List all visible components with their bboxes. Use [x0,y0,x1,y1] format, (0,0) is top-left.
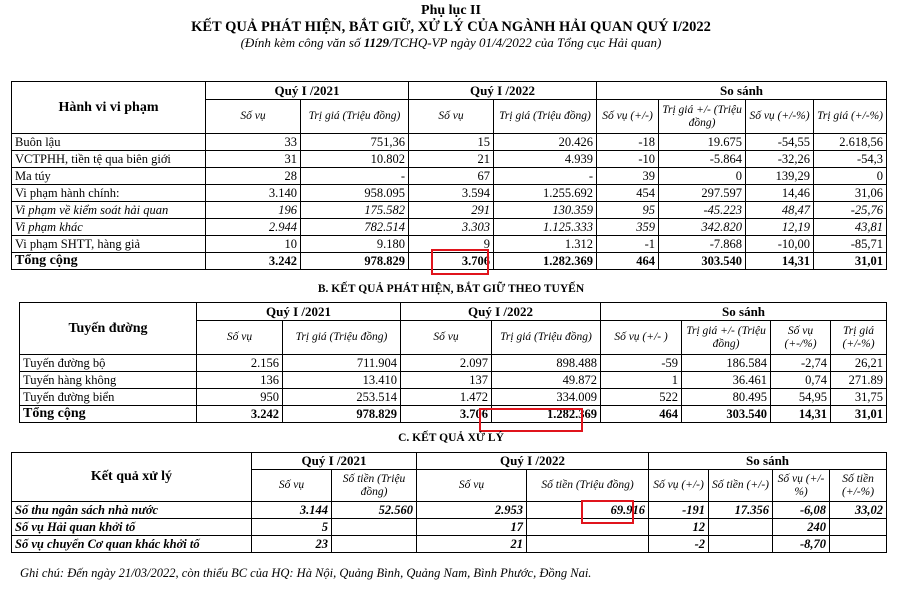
table-row [12,202,887,219]
table-cell: 1.125.333 [494,219,597,236]
table-cell: 303.540 [659,253,746,270]
table-cell: 9.180 [301,236,409,253]
table-cell [830,536,887,553]
table-cell: 751,36 [301,134,409,151]
table-cell: 80.495 [682,389,771,406]
table-cell: - [301,168,409,185]
table-row [12,536,887,553]
q1-2022-header: Quý I /2022 [409,82,597,100]
table-cell: 13.410 [283,372,401,389]
row-label: Buôn lậu [12,134,206,151]
sub-header: Số tiền (+/-%) [830,470,887,502]
footnote: Ghi chú: Đến ngày 21/03/2022, còn thiếu BC của HQ: Hà Nội, Quảng Bình, Quảng Nam, Bình Phước, Đồng Nai. [20,566,592,580]
table-row [12,502,887,519]
table-cell: 15 [409,134,494,151]
table-cell: 17 [417,519,527,536]
table-cell: 1.282.369 [492,406,601,423]
table-cell: 23 [252,536,332,553]
table-row [12,519,887,536]
table-cell: 67 [409,168,494,185]
table-cell: 898.488 [492,355,601,372]
table-cell: 10 [206,236,301,253]
table-cell: 0,74 [771,372,831,389]
table-cell: 0 [659,168,746,185]
table-cell: 139,29 [746,168,814,185]
table-cell: -54,55 [746,134,814,151]
table-cell: 20.426 [494,134,597,151]
row-label: Số vụ chuyển Cơ quan khác khởi tố [12,536,252,553]
table-cell [527,536,649,553]
table-cell: 3.242 [206,253,301,270]
table-cell [332,536,417,553]
table-cell: 14,31 [771,406,831,423]
table-cell: 175.582 [301,202,409,219]
table-cell: - [494,168,597,185]
table-cell: -32,26 [746,151,814,168]
table-row [12,134,887,151]
table-cell: 359 [597,219,659,236]
table-cell: -10 [597,151,659,168]
table-cell: 782.514 [301,219,409,236]
table-cell: 12,19 [746,219,814,236]
sub-header: Số vụ [401,321,492,355]
table-cell [709,519,773,536]
row-label: Vi phạm khác [12,219,206,236]
sub-header: Trị giá +/- (Triệu đồng) [659,100,746,134]
table-row [20,389,887,406]
route-header: Tuyến đường [20,303,197,355]
table-cell: 3.242 [197,406,283,423]
table-cell: 21 [409,151,494,168]
table-cell: -2 [649,536,709,553]
table-cell: 342.820 [659,219,746,236]
handling-results-table [11,452,887,553]
table-cell: 464 [597,253,659,270]
row-label: Vi phạm hành chính: [12,185,206,202]
table-cell: 31,06 [814,185,887,202]
table-cell: 3.303 [409,219,494,236]
table-cell: 43,81 [814,219,887,236]
table-cell: -2,74 [771,355,831,372]
row-label: VCTPHH, tiền tệ qua biên giới [12,151,206,168]
table-cell: -5.864 [659,151,746,168]
row-label: Tuyến đường biển [20,389,197,406]
comparison-header: So sánh [649,453,887,470]
sub-header: Trị giá (+/-%) [814,100,887,134]
table-cell: 464 [601,406,682,423]
row-label: Số vụ Hải quan khởi tố [12,519,252,536]
sub-header: Trị giá (Triệu đồng) [494,100,597,134]
table-cell: 52.560 [332,502,417,519]
table-row [20,406,887,423]
table-cell: 2.944 [206,219,301,236]
table-cell: 5 [252,519,332,536]
table-cell: 3.140 [206,185,301,202]
sub-header: Số vụ [409,100,494,134]
sub-header: Số vụ (+-/%) [771,321,831,355]
table-cell: 31,01 [814,253,887,270]
row-label: Ma túy [12,168,206,185]
table-cell: 39 [597,168,659,185]
table-cell: 54,95 [771,389,831,406]
table-cell: 3.594 [409,185,494,202]
table-cell: 1.282.369 [494,253,597,270]
document-subtitle: (Đính kèm công văn số 1129/TCHQ-VP ngày 01/4/2022 của Tổng cục Hải quan) [240,35,662,50]
highlight-box [581,500,634,524]
section-b-title: B. KẾT QUẢ PHÁT HIỆN, BẮT GIỮ THEO TUYẾN [317,283,585,295]
table-cell: 130.359 [494,202,597,219]
table-cell: -10,00 [746,236,814,253]
table-cell: 3.144 [252,502,332,519]
table-cell: 0 [814,168,887,185]
sub-header: Số vụ (+/-) [597,100,659,134]
q1-2021-header: Quý I /2021 [252,453,417,470]
table-cell: 978.829 [283,406,401,423]
table-cell: -8,70 [773,536,830,553]
table-cell: 19.675 [659,134,746,151]
table-row [12,219,887,236]
table-cell: 21 [417,536,527,553]
table-cell: 1.312 [494,236,597,253]
violations-table [11,81,887,270]
table-cell: 1.255.692 [494,185,597,202]
table-cell: 958.095 [301,185,409,202]
table-cell: -54,3 [814,151,887,168]
result-header: Kết quả xử lý [12,453,252,502]
q1-2022-header: Quý I /2022 [417,453,649,470]
table-row [20,372,887,389]
table-cell: 4.939 [494,151,597,168]
table-cell: 136 [197,372,283,389]
sub-header: Trị giá +/- (Triệu đồng) [682,321,771,355]
highlight-box [479,408,583,432]
table-cell: 186.584 [682,355,771,372]
sub-header: Số vụ (+/-) [649,470,709,502]
appendix-label: Phụ lục II [421,3,481,18]
table-cell: 31,01 [831,406,887,423]
table-cell: 26,21 [831,355,887,372]
row-label: Vi phạm về kiểm soát hải quan [12,202,206,219]
table-cell: -191 [649,502,709,519]
highlight-box [431,249,489,275]
table-cell: -45.223 [659,202,746,219]
table-cell: -25,76 [814,202,887,219]
violation-type-header: Hành vi vi phạm [12,82,206,134]
sub-header: Số tiền (Triệu đồng) [332,470,417,502]
table-cell: 253.514 [283,389,401,406]
row-label: Tổng cộng [20,406,197,423]
row-label: Tuyến đường bộ [20,355,197,372]
table-cell: 137 [401,372,492,389]
table-cell: 334.009 [492,389,601,406]
table-cell: 48,47 [746,202,814,219]
document-title: KẾT QUẢ PHÁT HIỆN, BẮT GIỮ, XỬ LÝ CỦA NGÀNH HẢI QUAN QUÝ I/2022 [191,19,711,35]
table-cell: 9 [409,236,494,253]
q1-2022-header: Quý I /2022 [401,303,601,321]
table-cell: 2.156 [197,355,283,372]
sub-header: Số vụ (+/-%) [773,470,830,502]
sub-header: Số vụ [252,470,332,502]
table-cell: 2.953 [417,502,527,519]
table-cell: 33 [206,134,301,151]
table-cell: 291 [409,202,494,219]
table-cell [332,519,417,536]
table-cell: 31,75 [831,389,887,406]
table-row [12,168,887,185]
table-cell: 454 [597,185,659,202]
sub-header: Trị giá (Triệu đồng) [283,321,401,355]
table-cell: 14,46 [746,185,814,202]
table-cell: 12 [649,519,709,536]
sub-header: Số vụ (+/- ) [601,321,682,355]
table-cell: -6,08 [773,502,830,519]
comparison-header: So sánh [597,82,887,100]
sub-header: Số vụ [197,321,283,355]
table-cell: 17.356 [709,502,773,519]
table-cell: 297.597 [659,185,746,202]
sub-header: Trị giá (+/-%) [831,321,887,355]
table-cell: 14,31 [746,253,814,270]
row-label: Tuyến hàng không [20,372,197,389]
table-cell: 950 [197,389,283,406]
table-cell: 711.904 [283,355,401,372]
sub-header: Số vụ (+/-%) [746,100,814,134]
sub-header: Số tiền (+/-) [709,470,773,502]
table-cell: 49.872 [492,372,601,389]
table-row [12,185,887,202]
table-cell [830,519,887,536]
sub-header: Trị giá (Triệu đồng) [301,100,409,134]
table-cell: -7.868 [659,236,746,253]
sub-header: Số vụ [417,470,527,502]
table-cell: 69.916 [527,502,649,519]
table-cell: -85,71 [814,236,887,253]
table-cell: 31 [206,151,301,168]
table-cell: 10.802 [301,151,409,168]
row-label: Tổng cộng [12,253,206,270]
table-row [12,151,887,168]
table-cell: -18 [597,134,659,151]
table-cell: 240 [773,519,830,536]
table-cell: 28 [206,168,301,185]
table-row [20,355,887,372]
routes-table [19,302,887,423]
table-cell: 196 [206,202,301,219]
row-label: Vi phạm SHTT, hàng giả [12,236,206,253]
table-cell: 303.540 [682,406,771,423]
row-label: Số thu ngân sách nhà nước [12,502,252,519]
table-cell: -1 [597,236,659,253]
table-cell: 36.461 [682,372,771,389]
table-cell: 978.829 [301,253,409,270]
table-cell: 33,02 [830,502,887,519]
table-cell: 1.472 [401,389,492,406]
table-cell [709,536,773,553]
table-cell: 2.097 [401,355,492,372]
table-cell: 2.618,56 [814,134,887,151]
q1-2021-header: Quý I /2021 [197,303,401,321]
table-cell: 522 [601,389,682,406]
sub-header: Trị giá (Triệu đồng) [492,321,601,355]
table-cell: 3.706 [409,253,494,270]
sub-header: Số vụ [206,100,301,134]
comparison-header: So sánh [601,303,887,321]
table-cell: 3.706 [401,406,492,423]
table-cell: 95 [597,202,659,219]
section-c-title: C. KẾT QUẢ XỬ LÝ [398,432,504,444]
table-cell: -59 [601,355,682,372]
table-cell: 1 [601,372,682,389]
q1-2021-header: Quý I /2021 [206,82,409,100]
table-cell: 271.89 [831,372,887,389]
sub-header: Số tiền (Triệu đồng) [527,470,649,502]
